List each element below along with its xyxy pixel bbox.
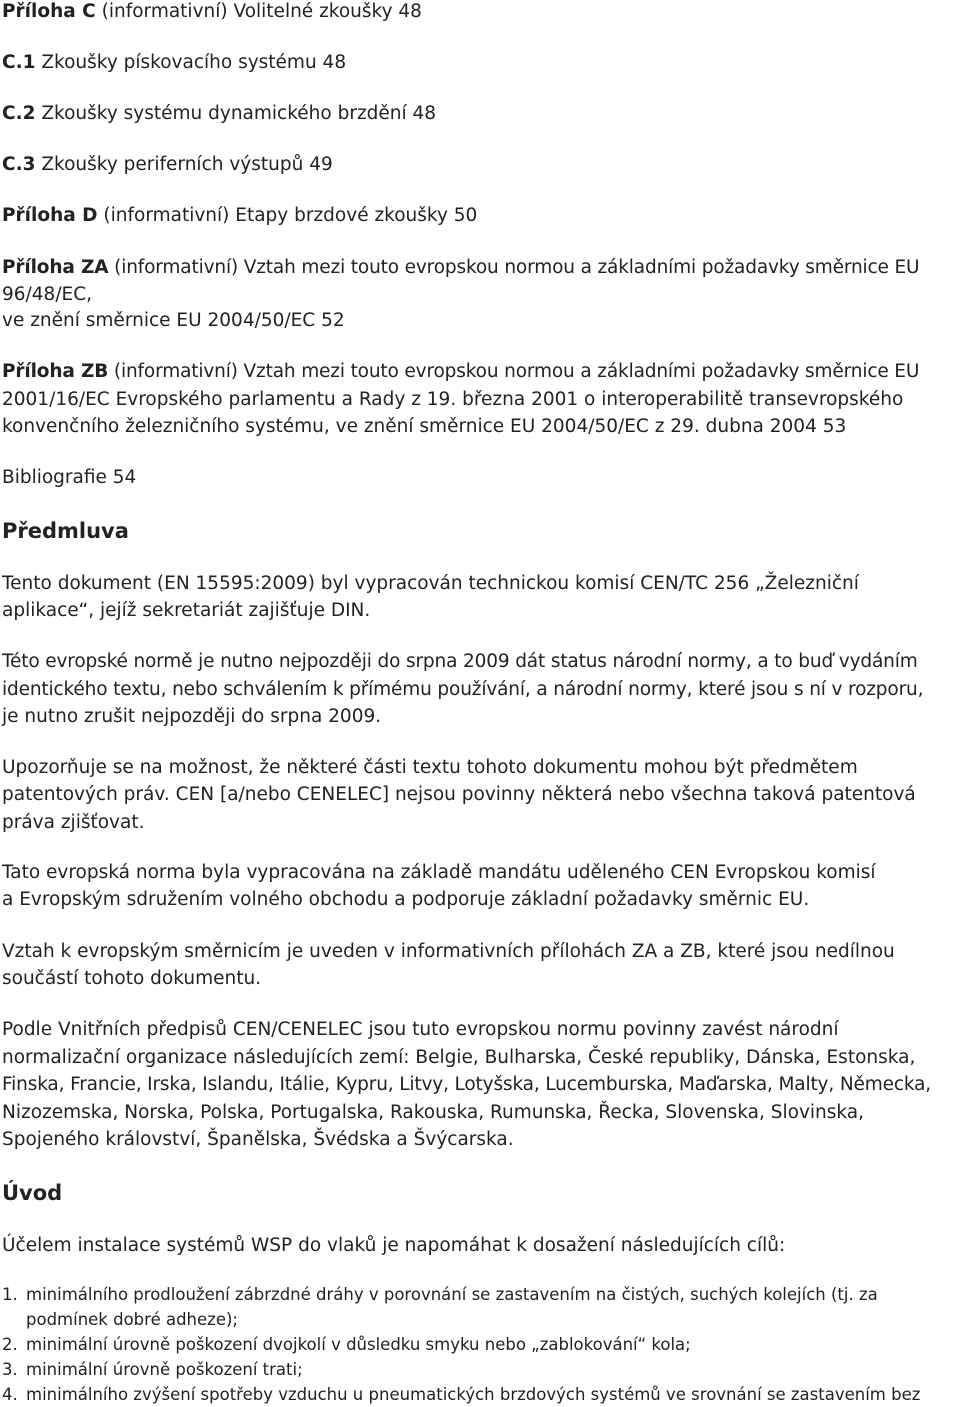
toc-entry-label: C.3 bbox=[2, 154, 36, 175]
foreword-line: Upozorňuje se na možnost, že některé části textu tohoto dokumentu mohou být předmětem bbox=[2, 757, 858, 778]
foreword-line: aplikace“, jejíž sekretariát zajišťuje DIN. bbox=[2, 600, 371, 621]
list-item bbox=[2, 1282, 920, 1332]
list-item bbox=[2, 1357, 920, 1382]
list-item-text: minimálního prodloužení zábrzdné dráhy v porovnání se zastavením na čistých, suchých kolejích (tj. za bbox=[26, 1285, 878, 1304]
toc-entry-label: C.1 bbox=[2, 52, 36, 73]
intro-goals-list bbox=[2, 1282, 920, 1407]
toc-entry-label: Příloha C bbox=[2, 1, 96, 22]
foreword-line: součástí tohoto dokumentu. bbox=[2, 968, 262, 989]
toc-entry bbox=[2, 103, 436, 125]
foreword-line: Této evropské normě je nutno nejpozději do srpna 2009 dát status národní normy, a to buď vydáním bbox=[2, 651, 918, 672]
foreword-line: patentových práv. CEN [a/nebo CENELEC] nejsou povinny některá nebo všechna taková patentová bbox=[2, 784, 916, 805]
toc-entry-text: Zkoušky periferních výstupů 49 bbox=[35, 154, 333, 175]
toc-entry bbox=[2, 257, 919, 279]
foreword-heading: Předmluva bbox=[2, 519, 129, 543]
foreword-line: práva zjišťovat. bbox=[2, 812, 145, 833]
foreword-line: Nizozemska, Norska, Polska, Portugalska, Rakouska, Rumunska, Řecka, Slovenska, Slovinska, bbox=[2, 1102, 865, 1123]
toc-entry-text: (informativní) Etapy brzdové zkoušky 50 bbox=[97, 205, 478, 226]
toc-entry-continuation: 2001/16/EC Evropského parlamentu a Rady z 19. března 2001 o interoperabilitě transevropského bbox=[2, 389, 904, 410]
foreword-line: Spojeného království, Španělska, Švédska a Švýcarska. bbox=[2, 1129, 514, 1150]
list-item-number: 4. bbox=[2, 1385, 18, 1404]
list-item-number: 3. bbox=[2, 1360, 18, 1379]
toc-entry-label: C.2 bbox=[2, 103, 36, 124]
toc-entry-text: (informativní) Volitelné zkoušky 48 bbox=[95, 1, 422, 22]
foreword-line: a Evropským sdružením volného obchodu a podporuje základní požadavky směrnic EU. bbox=[2, 889, 810, 910]
list-item-number: 1. bbox=[2, 1285, 18, 1304]
toc-entry bbox=[2, 1, 422, 23]
list-item-text: minimální úrovně poškození dvojkolí v důsledku smyku nebo „zablokování“ kola; bbox=[26, 1335, 691, 1354]
toc-entry-continuation: konvenčního železničního systému, ve znění směrnice EU 2004/50/EC z 29. dubna 2004 53 bbox=[2, 416, 847, 437]
toc-entry-continuation: ve znění směrnice EU 2004/50/EC 52 bbox=[2, 310, 345, 331]
toc-entry-label: Příloha ZB bbox=[2, 361, 109, 382]
toc-entry bbox=[2, 154, 333, 176]
toc-entry bbox=[2, 52, 346, 74]
list-item bbox=[2, 1382, 920, 1407]
list-item bbox=[2, 1332, 920, 1357]
foreword-line: Tato evropská norma byla vypracována na základě mandátu uděleného CEN Evropskou komisí bbox=[2, 862, 876, 883]
toc-entry-label: Příloha D bbox=[2, 205, 98, 226]
intro-lead: Účelem instalace systémů WSP do vlaků je napomáhat k dosažení následujících cílů: bbox=[2, 1235, 786, 1256]
toc-entry-text: (informativní) Vztah mezi touto evropskou normou a základními požadavky směrnice EU bbox=[108, 361, 920, 382]
toc-entry-continuation: 96/48/EC, bbox=[2, 284, 93, 305]
intro-heading: Úvod bbox=[2, 1181, 63, 1205]
toc-entry bbox=[2, 361, 919, 383]
toc-entry-text: Zkoušky systému dynamického brzdění 48 bbox=[35, 103, 437, 124]
toc-entry: Bibliografie 54 bbox=[2, 467, 137, 488]
toc-entry-label: Příloha ZA bbox=[2, 257, 109, 278]
toc-entry-text: Zkoušky pískovacího systému 48 bbox=[35, 52, 347, 73]
toc-entry bbox=[2, 205, 477, 227]
foreword-line: normalizační organizace následujících zemí: Belgie, Bulharska, České republiky, Dánska, Estonska, bbox=[2, 1047, 916, 1068]
foreword-line: Tento dokument (EN 15595:2009) byl vypracován technickou komisí CEN/TC 256 „Železniční bbox=[2, 573, 859, 594]
toc-entry-text: (informativní) Vztah mezi touto evropskou normou a základními požadavky směrnice EU bbox=[108, 257, 920, 278]
list-item-text: podmínek dobré adheze); bbox=[26, 1310, 238, 1329]
foreword-line: je nutno zrušit nejpozději do srpna 2009. bbox=[2, 706, 382, 727]
list-item-number: 2. bbox=[2, 1335, 18, 1354]
foreword-line: identického textu, nebo schválením k přímému používání, a národní normy, které jsou s ní v rozporu, bbox=[2, 679, 924, 700]
foreword-line: Podle Vnitřních předpisů CEN/CENELEC jsou tuto evropskou normu povinny zavést národní bbox=[2, 1019, 839, 1040]
foreword-line: Vztah k evropským směrnicím je uveden v informativních přílohách ZA a ZB, které jsou nedílnou bbox=[2, 941, 895, 962]
list-item-text: minimální úrovně poškození trati; bbox=[26, 1360, 303, 1379]
list-item-text: minimálního zvýšení spotřeby vzduchu u pneumatických brzdových systémů ve srovnání se zastavením bez bbox=[26, 1385, 921, 1404]
foreword-line: Finska, Francie, Irska, Islandu, Itálie, Kypru, Litvy, Lotyšska, Lucemburska, Maďarska, Malty, Německa, bbox=[2, 1074, 932, 1095]
